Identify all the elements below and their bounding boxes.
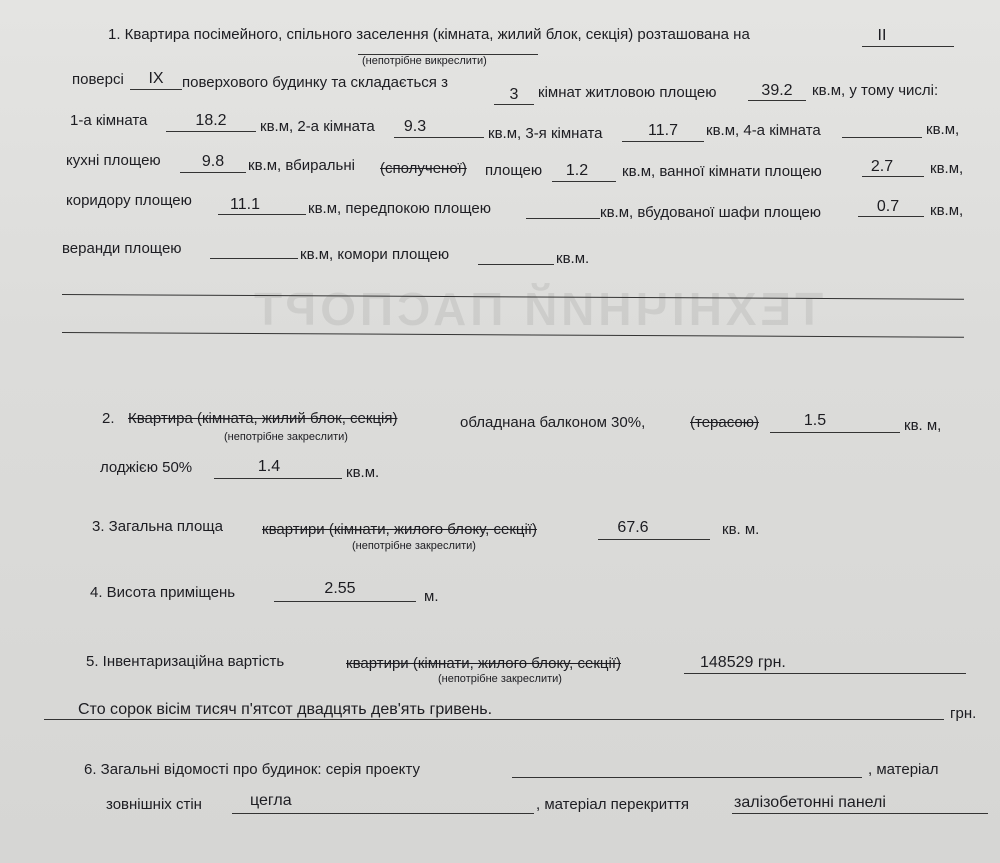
s1-line3-label-c: кв.м, 3-я кімната xyxy=(488,125,603,142)
kitchen-value[interactable]: 9.8 xyxy=(201,153,225,170)
s1-line6-label-a: веранди площею xyxy=(62,240,182,257)
s6-label: 6. Загальні відомості про будинок: серія проекту xyxy=(84,761,420,778)
bath-field-line xyxy=(862,176,924,177)
rooms-field-line xyxy=(494,104,534,105)
s1-line4-label-c: (сполученої) xyxy=(380,160,467,177)
wc-value[interactable]: 1.2 xyxy=(565,162,589,179)
total-field-line xyxy=(598,539,710,540)
s2-label-loggia: лоджією 50% xyxy=(100,459,193,476)
storeys-value[interactable]: IX xyxy=(148,70,164,87)
s1-line5-label-c: кв.м, вбудованої шафи площею xyxy=(600,204,822,221)
room4-field-line[interactable] xyxy=(842,137,922,138)
living-area-value[interactable]: 39.2 xyxy=(761,82,793,99)
hallway-field-line[interactable] xyxy=(526,218,600,219)
room2-value[interactable]: 9.3 xyxy=(403,118,427,135)
ceiling-field-line xyxy=(732,813,988,814)
storeroom-field-line[interactable] xyxy=(478,264,554,265)
floor-value[interactable]: II xyxy=(877,27,887,44)
room3-value[interactable]: 11.7 xyxy=(648,122,678,139)
s3-note: (непотрібне закреслити) xyxy=(352,540,476,552)
room3-field-line xyxy=(622,141,704,142)
s1-line4-label-a: кухні площею xyxy=(66,152,161,169)
s4-label: 4. Висота приміщень xyxy=(90,584,236,601)
s1-line1-text: 1. Квартира посімейного, спільного заселення (кімната, жилий блок, секція) розташована на xyxy=(108,26,750,43)
s6-label-material: , матеріал xyxy=(868,761,939,778)
wc-field-line xyxy=(552,181,616,182)
bath-value[interactable]: 2.7 xyxy=(870,158,894,175)
s1-line4-label-f: кв.м, xyxy=(930,160,964,177)
storeys-field-line xyxy=(130,89,182,90)
s1-line4-label-b: кв.м, вбиральні xyxy=(248,157,355,174)
s2-unit-2: кв.м. xyxy=(346,464,380,481)
project-series-field-line[interactable] xyxy=(512,777,862,778)
s5-label: 5. Інвентаризаційна вартість xyxy=(86,653,285,670)
loggia-value[interactable]: 1.4 xyxy=(257,458,281,475)
height-field-line xyxy=(274,601,416,602)
veranda-field-line[interactable] xyxy=(210,258,298,259)
kitchen-field-line xyxy=(180,172,246,173)
room1-field-line xyxy=(166,131,256,132)
s1-line5-label-a: коридору площею xyxy=(66,192,192,209)
s4-unit: м. xyxy=(424,588,439,605)
value-in-words[interactable]: Сто сорок вісім тисяч п'ятсот двадцять дев'ять гривень. xyxy=(78,701,493,718)
s1-line2-label-b: поверхового будинку та складається з xyxy=(182,74,448,91)
s6-label-ceiling: , матеріал перекриття xyxy=(536,796,689,813)
s2-note: (непотрібне закреслити) xyxy=(224,431,348,443)
s1-line2-label-d: кв.м, у тому числі: xyxy=(812,82,939,99)
s1-line5-label-b: кв.м, передпокою площею xyxy=(308,200,492,217)
balcony-field-line xyxy=(770,432,900,433)
balcony-value[interactable]: 1.5 xyxy=(803,412,827,429)
rooms-value[interactable]: 3 xyxy=(509,86,519,103)
ceiling-value[interactable]: залізобетонні панелі xyxy=(734,794,886,811)
s2-unit-1: кв. м, xyxy=(904,417,942,434)
s1-note: (непотрібне викреслити) xyxy=(362,55,487,67)
s2-strike-text: Квартира (кімната, жилий блок, секція) xyxy=(128,410,398,427)
s3-label: 3. Загальна площа xyxy=(92,518,223,535)
walls-field-line xyxy=(232,813,534,814)
s2-number: 2. xyxy=(102,410,115,427)
inventory-value[interactable]: 148529 грн. xyxy=(700,654,786,671)
room2-field-line xyxy=(394,137,484,138)
s1-line2-label-a: поверсі xyxy=(72,71,124,88)
s1-line4-label-d: площею xyxy=(485,162,543,179)
closet-value[interactable]: 0.7 xyxy=(876,198,900,215)
s1-line6-label-b: кв.м, комори площею xyxy=(300,246,450,263)
value-field-line xyxy=(684,673,966,674)
s5-strike-text: квартири (кімнати, жилого блоку, секції) xyxy=(346,655,622,672)
s1-line3-label-e: кв.м, xyxy=(926,121,960,138)
bleed-through-text: ТЕХНІЧНИЙ ПАСПОРТ xyxy=(250,283,824,335)
s5-note: (непотрібне закреслити) xyxy=(438,673,562,685)
s1-line3-label-b: кв.м, 2-а кімната xyxy=(260,118,375,135)
s1-line4-label-e: кв.м, ванної кімнати площею xyxy=(622,163,822,180)
s5-currency: грн. xyxy=(950,705,977,722)
loggia-field-line xyxy=(214,478,342,479)
height-value[interactable]: 2.55 xyxy=(324,580,356,597)
words-field-line xyxy=(44,719,944,720)
s2-label-balcony: обладнана балконом 30%, xyxy=(460,414,646,431)
floor-field-line xyxy=(862,46,954,47)
corridor-value[interactable]: 11.1 xyxy=(230,196,260,213)
walls-value[interactable]: цегла xyxy=(250,792,292,809)
s2-terrace-strike: (терасою) xyxy=(690,414,759,431)
s1-line6-label-c: кв.м. xyxy=(556,250,590,267)
total-value[interactable]: 67.6 xyxy=(617,519,649,536)
corridor-field-line xyxy=(218,214,306,215)
living-area-field-line xyxy=(748,100,806,101)
s6-label-walls: зовнішніх стін xyxy=(106,796,202,813)
s3-strike-text: квартири (кімнати, жилого блоку, секції) xyxy=(262,521,538,538)
room1-value[interactable]: 18.2 xyxy=(195,112,227,129)
closet-field-line xyxy=(858,216,924,217)
s1-line3-label-a: 1-а кімната xyxy=(70,112,148,129)
s3-unit: кв. м. xyxy=(722,521,760,538)
s1-line3-label-d: кв.м, 4-а кімната xyxy=(706,122,821,139)
s1-line5-label-d: кв.м, xyxy=(930,202,964,219)
s1-line2-label-c: кімнат житловою площею xyxy=(538,84,717,101)
